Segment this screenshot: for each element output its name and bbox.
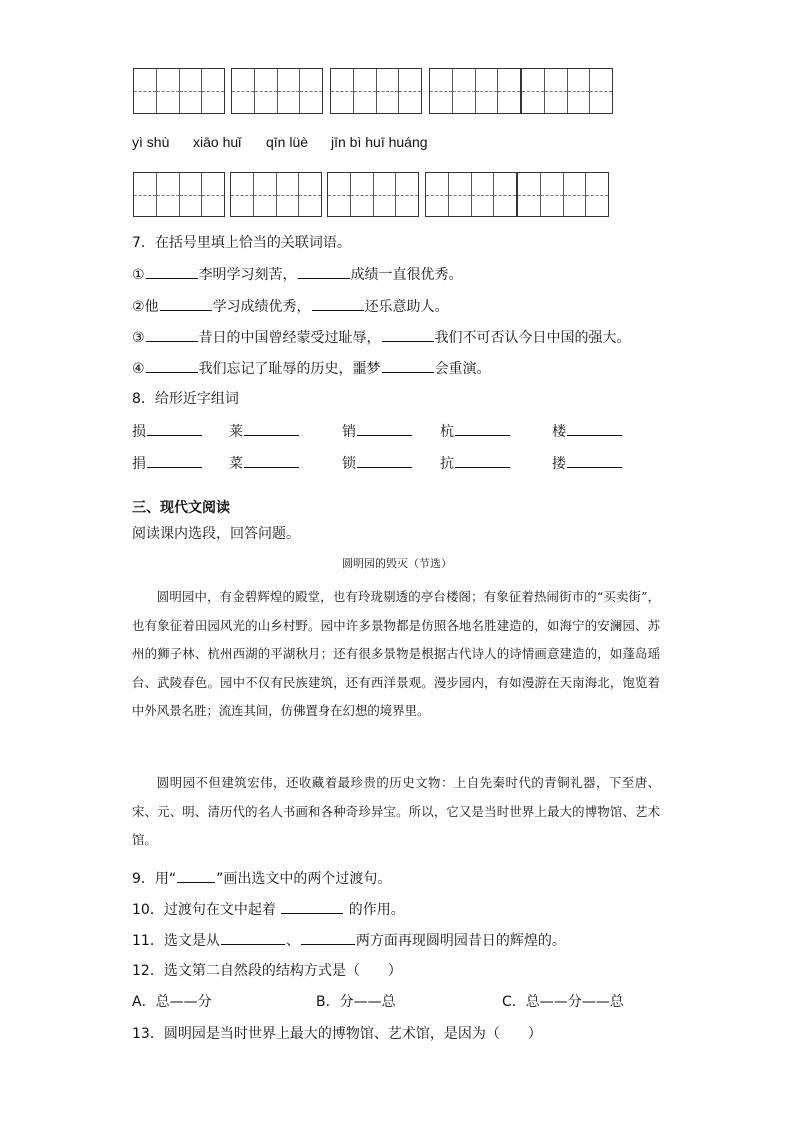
fill-blank[interactable] — [298, 264, 350, 279]
reading-instruction: 阅读课内选段，回答问题。 — [132, 526, 300, 542]
fill-blank[interactable] — [147, 453, 202, 468]
fill-blank[interactable] — [244, 453, 299, 468]
section-title: 三、现代文阅读 — [132, 500, 230, 516]
writing-grid[interactable] — [429, 68, 521, 114]
word-item: 搂 — [552, 453, 623, 474]
fill-blank[interactable] — [301, 930, 355, 945]
word-item: 抗 — [440, 453, 511, 474]
writing-grid[interactable] — [521, 68, 613, 114]
fill-blank[interactable] — [382, 327, 434, 342]
pinyin-item: yì shù — [132, 134, 170, 150]
word-item: 楼 — [552, 421, 623, 442]
fill-blank[interactable] — [221, 930, 285, 945]
pinyin-item: qīn lüè — [266, 134, 309, 150]
fill-blank[interactable] — [455, 421, 510, 436]
fill-blank[interactable] — [244, 421, 299, 436]
question-12: 12．选文第二自然段的结构方式是（ ） — [132, 963, 402, 979]
passage-title: 圆明园的毁灭（节选） — [342, 557, 452, 570]
fill-blank[interactable] — [147, 421, 202, 436]
q7-item-2: ②他 学习成绩优秀， 还乐意助人。 — [132, 296, 449, 317]
q7-item-1: ① 李明学习刻苦， 成绩一直很优秀。 — [132, 264, 463, 285]
q7-item-4: ④ 我们忘记了耻辱的历史，噩梦 会重演。 — [132, 358, 491, 379]
writing-grid[interactable] — [231, 68, 323, 114]
writing-grid[interactable] — [517, 172, 609, 217]
word-item: 杭 — [440, 421, 511, 442]
option-c[interactable]: C．总——分——总 — [502, 994, 624, 1010]
question-8-title: 8．给形近字组词 — [132, 391, 239, 407]
writing-grid[interactable] — [230, 172, 322, 217]
fill-blank[interactable] — [567, 421, 622, 436]
fill-blank[interactable] — [567, 453, 622, 468]
writing-grid[interactable] — [133, 172, 225, 217]
fill-blank[interactable] — [146, 264, 198, 279]
option-a[interactable]: A．总——分 — [132, 994, 212, 1010]
passage-paragraph-2: 圆明园不但建筑宏伟，还收藏着最珍贵的历史文物：上自先秦时代的青铜礼器，下至唐、宋、元、明、清历代的名人书画和各种奇珍异宝。所以，它又是当时世界上最大的博物馆、艺术馆。 — [132, 775, 660, 847]
question-9: 9．用“ ”画出选文中的两个过渡句。 — [132, 868, 391, 889]
fill-blank[interactable] — [146, 358, 198, 373]
writing-grid[interactable] — [133, 68, 225, 114]
pinyin-item: xiāo huǐ — [193, 134, 242, 150]
writing-grid[interactable] — [425, 172, 517, 217]
pinyin-item: jīn bì huī huáng — [331, 134, 428, 150]
word-item: 锁 — [342, 453, 413, 474]
fill-blank[interactable] — [455, 453, 510, 468]
passage-paragraph-1: 圆明园中，有金碧辉煌的殿堂，也有玲珑剔透的亭台楼阁；有象征着热闹街市的“买卖街”，也有象征着田园风光的山乡村野。园中许多景物都是仿照各地名胜建造的，如海宁的安澜园、苏州的狮子林、杭州西湖的平湖秋月；还有很多景物是根据古代诗人的诗情画意建造的，如蓬岛瑶台、武陵春色。园中不仅有民族建筑，还有西洋景观。漫步园内，有如漫游在天南海北，饱览着中外风景名胜；流连其间，仿佛置身在幻想的境界里。 — [132, 589, 660, 718]
fill-blank[interactable] — [146, 327, 198, 342]
word-item: 捐 — [132, 453, 203, 474]
fill-blank[interactable] — [281, 899, 343, 914]
question-7-title: 7．在括号里填上恰当的关联词语。 — [132, 235, 351, 251]
word-item: 销 — [342, 421, 413, 442]
option-b[interactable]: B．分——总 — [316, 994, 396, 1010]
question-13: 13．圆明园是当时世界上最大的博物馆、艺术馆，是因为（ ） — [132, 1026, 542, 1042]
question-10: 10．过渡句在文中起着 的作用。 — [132, 899, 405, 920]
underline-sample — [177, 868, 215, 883]
word-item: 损 — [132, 421, 203, 442]
fill-blank[interactable] — [160, 296, 212, 311]
word-item: 菜 — [229, 453, 300, 474]
writing-grid[interactable] — [330, 68, 422, 114]
question-11: 11．选文是从 、 两方面再现圆明园昔日的辉煌的。 — [132, 930, 566, 951]
q7-item-3: ③ 昔日的中国曾经蒙受过耻辱， 我们不可否认今日中国的强大。 — [132, 327, 631, 348]
writing-grid[interactable] — [327, 172, 419, 217]
fill-blank[interactable] — [382, 358, 434, 373]
fill-blank[interactable] — [357, 453, 412, 468]
word-item: 莱 — [229, 421, 300, 442]
fill-blank[interactable] — [357, 421, 412, 436]
fill-blank[interactable] — [312, 296, 364, 311]
